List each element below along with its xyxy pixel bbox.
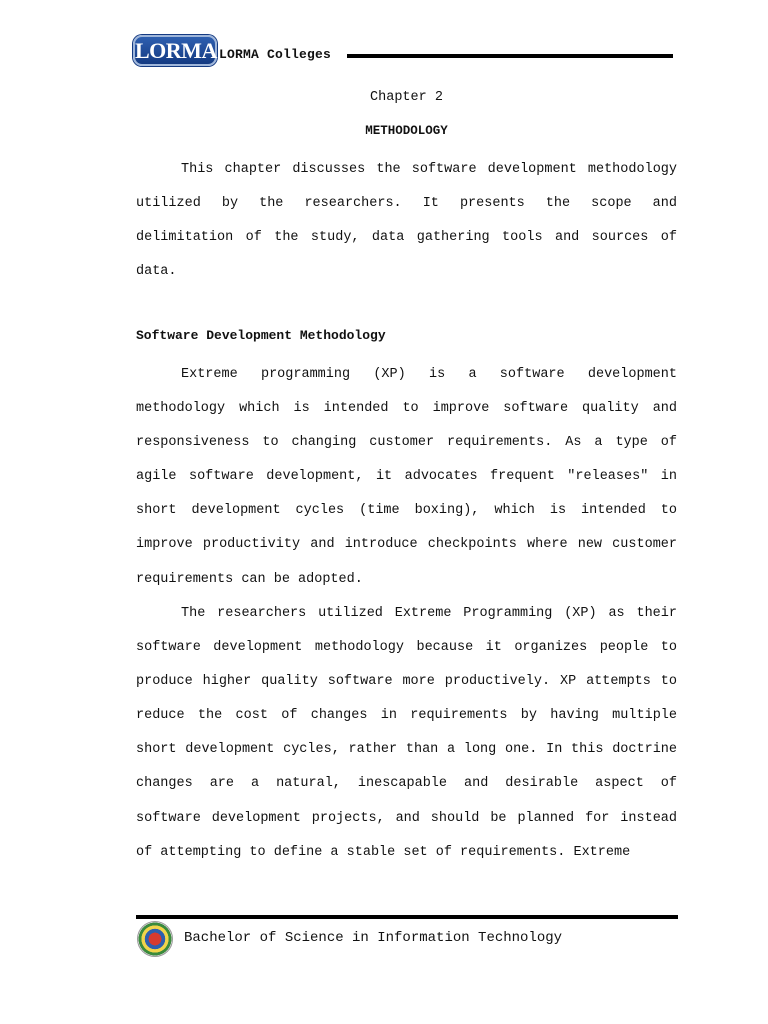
chapter-title: METHODOLOGY xyxy=(365,124,448,138)
header-rule xyxy=(347,54,673,58)
footer-rule xyxy=(136,915,678,919)
footer-program: Bachelor of Science in Information Technology xyxy=(184,930,563,946)
intro-paragraph: This chapter discusses the software development methodology utilized by the researchers. It presents the scope and delimitation of the study, data gathering tools and sources of data. xyxy=(136,162,677,280)
university-seal-icon xyxy=(137,921,173,957)
researchers-paragraph: The researchers utilized Extreme Programming (XP) as their software development methodology because it organizes people to produce higher quality software more productively. XP attempts to reduce the cost of changes in requirements by having multiple short development cycles, rather than a long one. In this doctrine changes are a natural, inescapable and desirable aspect of software development projects, and should be planned for instead of attempting to define a stable set of requirements. Extreme xyxy=(136,606,677,860)
xp-paragraph: Extreme programming (XP) is a software development methodology which is intended to improve software quality and responsiveness to changing customer requirements. As a type of agile software development, it advocates frequent "releases" in short development cycles (time boxing), which is intended to improve productivity and introduce checkpoints where new customer requirements can be adopted. xyxy=(136,367,677,587)
lorma-logo: LORMA xyxy=(133,35,217,66)
school-name: LORMA Colleges xyxy=(219,47,332,62)
section-heading: Software Development Methodology xyxy=(136,328,386,343)
page-header xyxy=(133,34,673,68)
chapter-label: Chapter 2 xyxy=(370,90,443,105)
